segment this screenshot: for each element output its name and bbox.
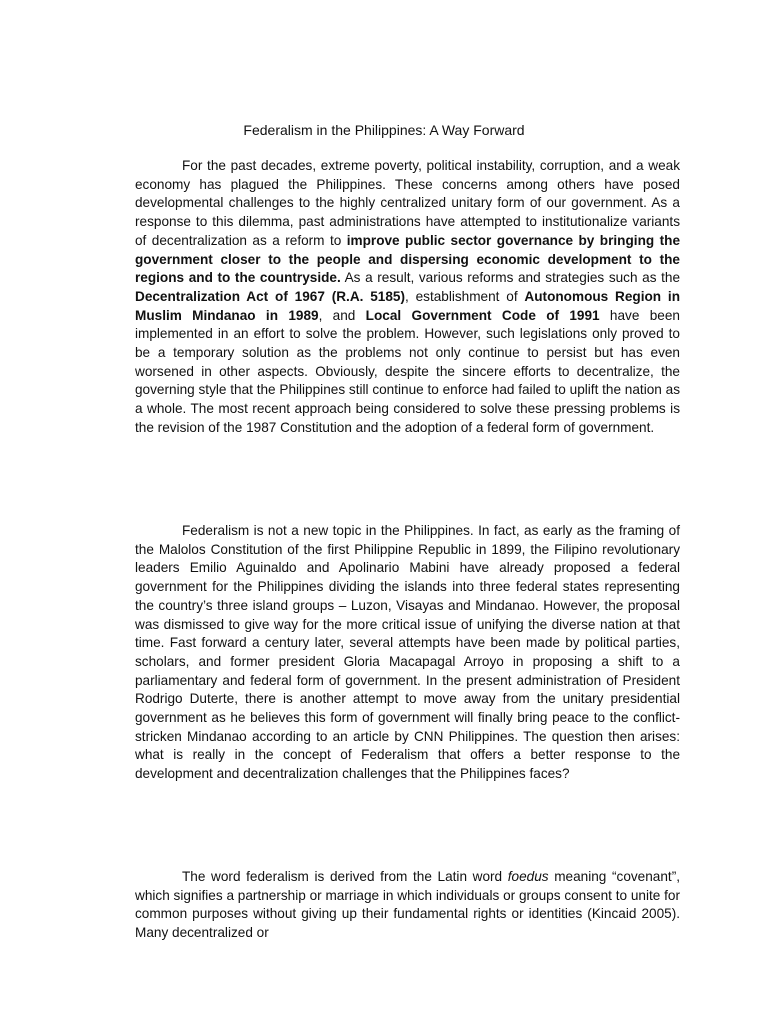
p2-text: Federalism is not a new topic in the Philippines. In fact, as early as the framing of the Malolos Constitution of the first Philippine Republic in 1899, the Filipino revolutionary leaders Emilio Aguinaldo and Apolinario Mabini have already proposed a federal government for the Philippines dividing the islands into three federal states representing the country’s three island groups – Luzon, Visayas and Mindanao. However, the proposal was dismissed to give way for the more critical issue of unifying the diverse nation at that time. Fast forward a century later, several attempts have been made by political parties, scholars, and former president Gloria Macapagal Arroyo in proposing a shift to a parliamentary and federal form of government. In the present administration of President Rodrigo Duterte, there is another attempt to move away from the unitary presidential government as he believes this form of government will finally bring peace to the conflict-stricken Mindanao according to an article by CNN Philippines. The question then arises: what is really in the concept of Federalism that offers a better response to the development and decentralization challenges that the Philippines faces? <box>135 523 680 782</box>
document-title: Federalism in the Philippines: A Way Forward <box>243 122 525 138</box>
p1-seg-8: have been implemented in an effort to solve the problem. However, such legislations only proved to be a temporary solution as the problems not only continue to persist but has even worsened in other aspects. Obviously, despite the sincere efforts to decentralize, the governing style that the Philippines still continue to enforce had failed to uplift the nation as a whole. The most recent approach being considered to solve these pressing problems is the revision of the 1987 Constitution and the adoption of a federal form of government. <box>135 307 680 435</box>
p3-text-before: The word federalism is derived from the Latin word <box>182 869 508 884</box>
paragraph-2 <box>135 522 680 784</box>
p1-seg-4: , establishment of <box>405 288 525 304</box>
p3-text-after: meaning “covenant”, which signifies a partnership or marriage in which individuals or groups consent to unite for common purposes without giving up their fundamental rights or identities (Kincaid 2005). Many decentralized or <box>135 869 680 941</box>
p1-seg-6: , and <box>318 307 366 323</box>
p1-seg-5: Autonomous Region in Muslim Mindanao in 1989 <box>135 288 680 323</box>
p1-seg-3: Decentralization Act of 1967 (R.A. 5185) <box>135 288 405 304</box>
p1-seg-2: As a result, various reforms and strategies such as the <box>340 270 681 286</box>
p1-seg-0: For the past decades, extreme poverty, political instability, corruption, and a weak economy has plagued the Philippines. These concerns among others have posed developmental challenges to the highly centralized unitary form of our government. As a response to this dilemma, past administrations have attempted to institutionalize variants of decentralization as a reform to <box>135 158 680 248</box>
p1-seg-7: Local Government Code of 1991 <box>365 307 600 323</box>
paragraph-3 <box>135 868 680 943</box>
paragraph-1 <box>135 157 680 438</box>
p1-seg-1: improve public sector governance by bringing the government closer to the people and dispersing economic development to the regions and to the countryside. <box>135 232 681 286</box>
p3-italic-term: foedus <box>507 869 549 884</box>
